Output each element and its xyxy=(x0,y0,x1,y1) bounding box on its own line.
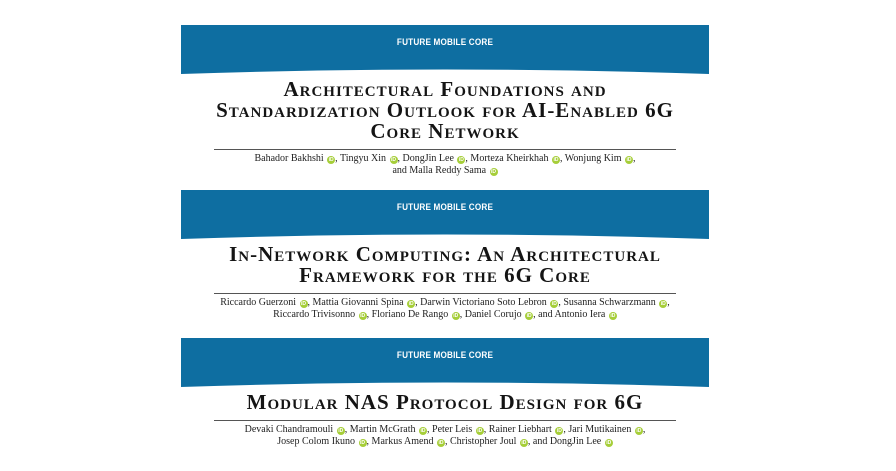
section-label: FUTURE MOBILE CORE xyxy=(396,350,494,361)
author-separator: , xyxy=(427,424,433,435)
author-name: Morteza Kheirkhah xyxy=(470,153,549,164)
author-separator: , xyxy=(366,309,372,320)
author-line xyxy=(181,165,709,177)
author-name: and Antonio Iera xyxy=(538,309,606,320)
author-line xyxy=(181,424,709,436)
author-name: and Malla Reddy Sama xyxy=(392,165,487,176)
banner-wave-shape xyxy=(181,338,709,388)
author-entry xyxy=(450,436,533,447)
author-entry xyxy=(420,297,563,308)
orcid-icon[interactable]: iD xyxy=(458,157,464,163)
banner-wave-shape xyxy=(181,190,709,240)
author-separator: , xyxy=(415,297,421,308)
author-separator: , xyxy=(527,436,533,447)
author-entry xyxy=(277,436,371,447)
article-title xyxy=(181,79,709,142)
author-entry xyxy=(220,297,312,308)
author-line xyxy=(181,309,709,321)
orcid-icon[interactable]: iD xyxy=(338,428,344,434)
author-line xyxy=(181,153,709,165)
orcid-icon[interactable]: iD xyxy=(453,313,459,319)
author-entry xyxy=(273,309,371,320)
orcid-icon[interactable]: iD xyxy=(556,428,562,434)
author-line xyxy=(181,297,709,309)
author-separator: , xyxy=(559,153,565,164)
author-line xyxy=(181,436,709,448)
article-title xyxy=(181,392,709,413)
orcid-icon[interactable]: iD xyxy=(360,313,366,319)
author-separator: , xyxy=(667,297,670,308)
author-name: Susanna Schwarzmann xyxy=(563,297,656,308)
article-block-1 xyxy=(181,25,709,177)
orcid-icon[interactable]: iD xyxy=(477,428,483,434)
author-separator: , xyxy=(344,424,350,435)
orcid-icon[interactable]: iD xyxy=(526,313,532,319)
author-entry xyxy=(392,165,497,176)
orcid-icon[interactable]: iD xyxy=(391,157,397,163)
orcid-icon[interactable]: iD xyxy=(660,301,666,307)
author-list xyxy=(181,153,709,177)
section-banner xyxy=(181,338,709,388)
author-entry xyxy=(350,424,432,435)
author-name: Peter Leis xyxy=(432,424,473,435)
orcid-icon[interactable]: iD xyxy=(328,157,334,163)
author-name: Rainer Liebhart xyxy=(488,424,552,435)
author-separator: , xyxy=(483,424,489,435)
orcid-icon[interactable]: iD xyxy=(610,313,616,319)
author-entry xyxy=(465,309,538,320)
author-name: Floriano De Rango xyxy=(371,309,449,320)
author-name: and DongJin Lee xyxy=(532,436,602,447)
author-entry xyxy=(538,309,617,320)
orcid-icon[interactable]: iD xyxy=(301,301,306,307)
title-line: Standardization Outlook for AI-Enabled 6G xyxy=(216,98,674,122)
title-line: Core Network xyxy=(370,119,520,143)
author-name: Christopher Joul xyxy=(450,436,517,447)
author-name: Mattia Giovanni Spina xyxy=(312,297,404,308)
author-list xyxy=(181,424,709,448)
author-name: Riccardo Trivisonno xyxy=(273,309,356,320)
author-entry xyxy=(245,424,350,435)
author-name: Tingyu Xin xyxy=(339,153,387,164)
author-separator: , xyxy=(558,297,564,308)
author-name: Wonjung Kim xyxy=(564,153,622,164)
author-separator: , xyxy=(563,424,569,435)
title-rule xyxy=(214,420,676,421)
author-separator: , xyxy=(445,436,450,447)
author-name: DongJin Lee xyxy=(402,153,454,164)
author-entry xyxy=(568,424,645,435)
author-separator: , xyxy=(459,309,465,320)
author-separator: , xyxy=(642,424,646,435)
author-entry xyxy=(313,297,421,308)
section-label: FUTURE MOBILE CORE xyxy=(396,37,494,48)
author-separator: , xyxy=(307,297,313,308)
author-name: Markus Amend xyxy=(371,436,434,447)
orcid-icon[interactable]: iD xyxy=(606,440,612,446)
author-entry xyxy=(372,309,465,320)
orcid-icon[interactable]: iD xyxy=(420,428,426,434)
author-entry xyxy=(340,153,403,164)
article-block-3 xyxy=(181,338,709,448)
orcid-icon[interactable]: iD xyxy=(360,440,366,446)
author-name: Jari Mutikainen xyxy=(568,424,632,435)
orcid-icon[interactable]: iD xyxy=(521,440,527,446)
title-rule xyxy=(214,293,676,294)
author-separator: , xyxy=(366,436,372,447)
author-separator: , xyxy=(632,153,636,164)
author-name: Martin McGrath xyxy=(349,424,416,435)
author-entry xyxy=(372,436,450,447)
author-separator: , xyxy=(335,153,340,164)
author-name: Riccardo Guerzoni xyxy=(220,297,296,308)
title-line: Architectural Foundations and xyxy=(283,77,607,101)
orcid-icon[interactable]: iD xyxy=(551,301,557,307)
author-separator: , xyxy=(397,153,403,164)
orcid-icon[interactable]: iD xyxy=(408,301,414,307)
author-list xyxy=(181,297,709,321)
author-name: Bahador Bakhshi xyxy=(254,153,324,164)
author-separator: , xyxy=(533,309,539,320)
author-entry xyxy=(565,153,636,164)
article-title xyxy=(181,244,709,286)
banner-wave-shape xyxy=(181,25,709,75)
author-name: Darwin Victoriano Soto Lebron xyxy=(420,297,547,308)
title-line: Framework for the 6G Core xyxy=(299,263,591,287)
author-entry xyxy=(470,153,564,164)
author-name: Josep Colom Ikuno xyxy=(277,436,356,447)
author-entry xyxy=(432,424,489,435)
author-name: Daniel Corujo xyxy=(464,309,522,320)
title-line: In-Network Computing: An Architectural xyxy=(229,242,661,266)
author-entry xyxy=(563,297,669,308)
orcid-icon[interactable]: iD xyxy=(626,157,632,163)
section-banner xyxy=(181,190,709,240)
article-block-2 xyxy=(181,190,709,321)
author-entry xyxy=(403,153,471,164)
author-entry xyxy=(489,424,569,435)
orcid-icon[interactable]: iD xyxy=(491,169,497,175)
author-separator: , xyxy=(465,153,471,164)
title-rule xyxy=(214,149,676,150)
section-label: FUTURE MOBILE CORE xyxy=(396,202,494,213)
author-entry xyxy=(533,436,613,447)
author-entry xyxy=(255,153,340,164)
orcid-icon[interactable]: iD xyxy=(636,428,642,434)
author-name: Devaki Chandramouli xyxy=(244,424,334,435)
orcid-icon[interactable]: iD xyxy=(553,157,559,163)
section-banner xyxy=(181,25,709,75)
orcid-icon[interactable]: iD xyxy=(438,440,444,446)
title-line: Modular NAS Protocol Design for 6G xyxy=(246,390,644,414)
